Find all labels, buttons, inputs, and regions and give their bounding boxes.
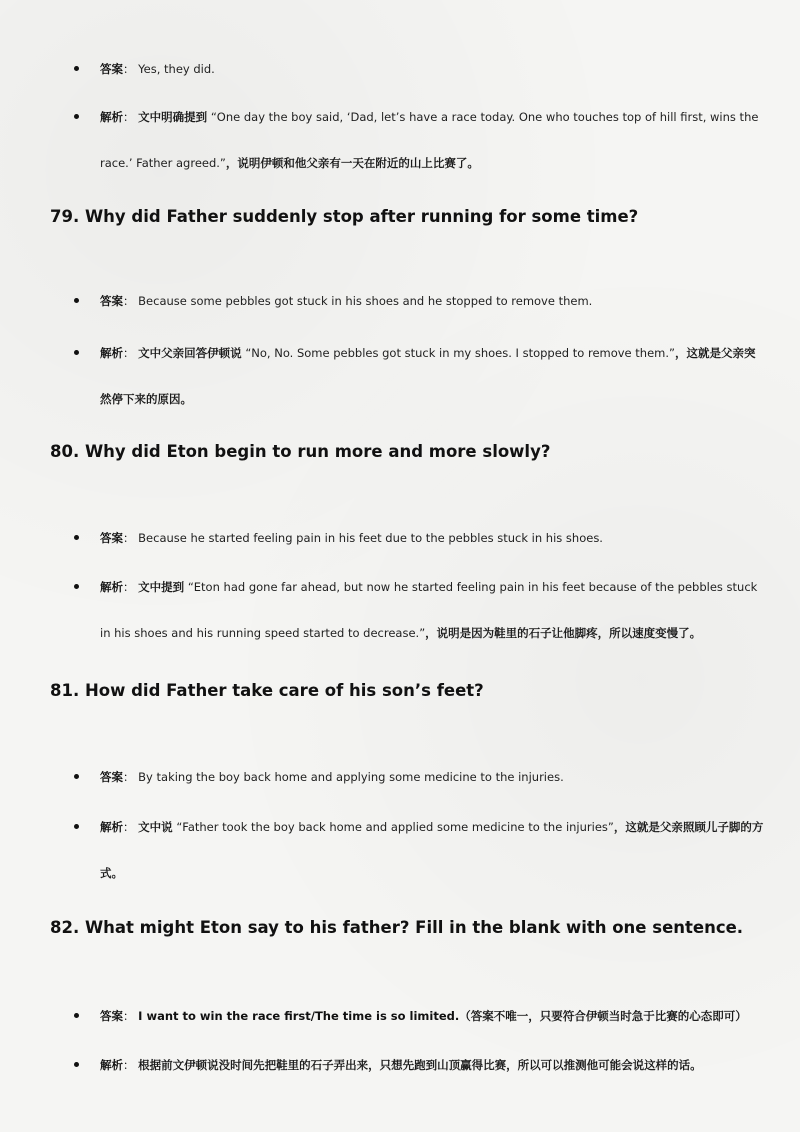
analysis-prefix: 文中提到 xyxy=(138,580,185,594)
bullet-dot xyxy=(74,824,79,829)
analysis-suffix: ，这就是父亲突然停下来的原因。 xyxy=(100,346,756,406)
answer-label: 答案 xyxy=(100,1009,123,1023)
bullet-dot xyxy=(74,298,79,303)
answer-text: Yes, they did. xyxy=(138,62,215,76)
answer-text: By taking the boy back home and applying some medicine to the injuries. xyxy=(138,770,564,784)
analysis-suffix: ，说明伊顿和他父亲有一天在附近的山上比赛了。 xyxy=(225,156,479,170)
answer-label: 答案 xyxy=(100,62,123,76)
answer-text: I want to win the race first/The time is so limited. xyxy=(138,1009,460,1023)
analysis-text: 根据前文伊顿说没时间先把鞋里的石子弄出来，只想先跑到山顶赢得比赛，所以可以推测他可能会说这样的话。 xyxy=(138,1058,702,1072)
analysis-label: 解析 xyxy=(100,1058,123,1072)
bullet-dot xyxy=(74,350,79,355)
analysis-label: 解析 xyxy=(100,346,123,360)
analysis-label: 解析 xyxy=(100,820,123,834)
q82-answer: 答案： I want to win the race first/The time is so limited.（答案不唯一，只要符合伊顿当时急于比赛的心态即可） xyxy=(74,993,764,1039)
analysis-label: 解析 xyxy=(100,580,123,594)
answer-text: Because he started feeling pain in his feet due to the pebbles stuck in his shoes. xyxy=(138,531,603,545)
q81-answer: 答案： By taking the boy back home and applying some medicine to the injuries. xyxy=(74,754,764,800)
analysis-quote: “No, No. Some pebbles got stuck in my shoes. I stopped to remove them.” xyxy=(245,346,675,360)
analysis-quote: “Eton had gone far ahead, but now he started feeling pain in his feet because of the pebbles stuck in his shoes and his running speed started to decrease.” xyxy=(100,580,758,640)
answer-label: 答案 xyxy=(100,531,123,545)
question-81-heading: 81. How did Father take care of his son’s feet? xyxy=(50,681,484,700)
analysis-prefix: 文中说 xyxy=(138,820,173,834)
bullet-dot xyxy=(74,114,79,119)
analysis-prefix: 文中父亲回答伊顿说 xyxy=(138,346,242,360)
analysis-label: 解析 xyxy=(100,110,123,124)
analysis-prefix: 文中明确提到 xyxy=(138,110,208,124)
answer-note: （答案不唯一，只要符合伊顿当时急于比赛的心态即可） xyxy=(459,1009,747,1023)
question-80-heading: 80. Why did Eton begin to run more and more slowly? xyxy=(50,442,551,461)
q80-analysis: 解析： 文中提到 “Eton had gone far ahead, but now he started feeling pain in his feet because of the pebbles stuck in his shoes and his running speed started to decrease.”，说明是因为鞋里的石子让他脚疼，所以速度变慢了。 xyxy=(74,564,764,656)
question-79-heading: 79. Why did Father suddenly stop after running for some time? xyxy=(50,207,639,226)
answer-text: Because some pebbles got stuck in his shoes and he stopped to remove them. xyxy=(138,294,593,308)
bullet-dot xyxy=(74,66,79,71)
bullet-dot xyxy=(74,774,79,779)
q79-answer: 答案： Because some pebbles got stuck in his shoes and he stopped to remove them. xyxy=(74,278,764,324)
q82-analysis: 解析： 根据前文伊顿说没时间先把鞋里的石子弄出来，只想先跑到山顶赢得比赛，所以可以推测他可能会说这样的话。 xyxy=(74,1042,764,1088)
q81-analysis: 解析： 文中说 “Father took the boy back home and applied some medicine to the injuries”，这就是父亲照顾儿子脚的方式。 xyxy=(74,804,764,896)
q80-answer: 答案： Because he started feeling pain in his feet due to the pebbles stuck in his shoes. xyxy=(74,515,764,561)
bullet-dot xyxy=(74,1013,79,1018)
q79-analysis: 解析： 文中父亲回答伊顿说 “No, No. Some pebbles got stuck in my shoes. I stopped to remove them.”，这就是父亲突然停下来的原因。 xyxy=(74,330,764,422)
analysis-suffix: ，说明是因为鞋里的石子让他脚疼，所以速度变慢了。 xyxy=(425,626,702,640)
q78-analysis: 解析： 文中明确提到 “One day the boy said, ‘Dad, let’s have a race today. One who touches top of hill first, wins the race.’ Father agreed.”，说明伊顿和他父亲有一天在附近的山上比赛了。 xyxy=(74,94,764,186)
analysis-quote: “Father took the boy back home and applied some medicine to the injuries” xyxy=(176,820,614,834)
question-82-heading: 82. What might Eton say to his father? Fill in the blank with one sentence. xyxy=(50,918,744,937)
bullet-dot xyxy=(74,1062,79,1067)
bullet-dot xyxy=(74,535,79,540)
q78-answer: 答案： Yes, they did. xyxy=(74,46,764,92)
answer-label: 答案 xyxy=(100,294,123,308)
bullet-dot xyxy=(74,584,79,589)
analysis-suffix: ，这就是父亲照顾儿子脚的方式。 xyxy=(100,820,764,880)
analysis-quote: “One day the boy said, ‘Dad, let’s have a race today. One who touches top of hill first, wins the race.’ Father agreed.” xyxy=(100,110,759,170)
answer-label: 答案 xyxy=(100,770,123,784)
